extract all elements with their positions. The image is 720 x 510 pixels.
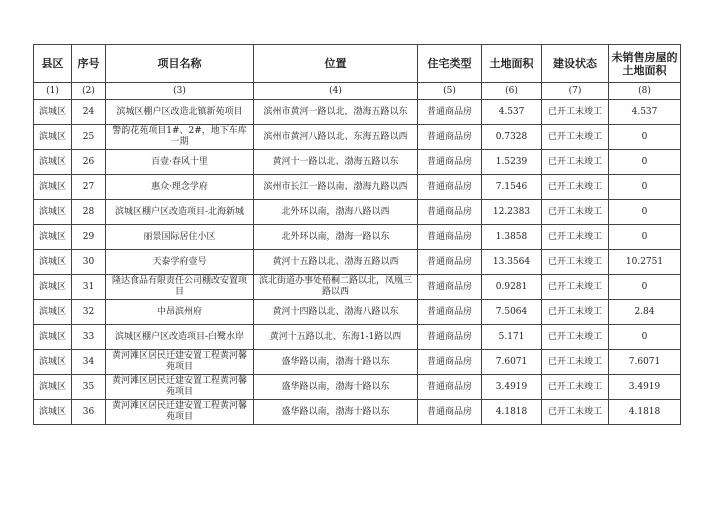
unsold-area-cell: 0 (609, 325, 681, 350)
unsold-area-cell: 7.6071 (609, 350, 681, 375)
index-cell: (2) (72, 83, 106, 100)
location-cell: 滨州市黄河八路以北、东海五路以西 (254, 125, 418, 150)
header-county: 县区 (34, 45, 72, 83)
project-name-cell: 百壹·春风十里 (106, 150, 254, 175)
index-cell: (1) (34, 83, 72, 100)
project-name-cell: 天泰学府壹号 (106, 250, 254, 275)
number-cell: 36 (72, 400, 106, 425)
land-area-cell: 7.5064 (482, 300, 542, 325)
project-name-cell: 丽景国际居住小区 (106, 225, 254, 250)
number-cell: 34 (72, 350, 106, 375)
table-row (34, 150, 681, 175)
county-cell: 滨城区 (34, 300, 72, 325)
table-row (34, 200, 681, 225)
status-cell: 已开工未竣工 (542, 150, 609, 175)
project-name-cell: 滨城区棚户区改造项目-白鹭水岸 (106, 325, 254, 350)
number-cell: 25 (72, 125, 106, 150)
housing-type-cell: 普通商品房 (418, 250, 482, 275)
index-cell: (4) (254, 83, 418, 100)
county-cell: 滨城区 (34, 400, 72, 425)
table-body (34, 100, 681, 425)
location-cell: 黄河十五路以北、渤海五路以西 (254, 250, 418, 275)
index-cell: (5) (418, 83, 482, 100)
unsold-area-cell: 0 (609, 175, 681, 200)
unsold-area-cell: 2.84 (609, 300, 681, 325)
number-cell: 27 (72, 175, 106, 200)
land-area-cell: 13.3564 (482, 250, 542, 275)
housing-type-cell: 普通商品房 (418, 300, 482, 325)
status-cell: 已开工未竣工 (542, 250, 609, 275)
county-cell: 滨城区 (34, 125, 72, 150)
header-status: 建设状态 (542, 45, 609, 83)
land-area-cell: 4.537 (482, 100, 542, 125)
housing-type-cell: 普通商品房 (418, 175, 482, 200)
table-row (34, 125, 681, 150)
index-cell: (3) (106, 83, 254, 100)
status-cell: 已开工未竣工 (542, 275, 609, 300)
status-cell: 已开工未竣工 (542, 200, 609, 225)
housing-type-cell: 普通商品房 (418, 200, 482, 225)
housing-type-cell: 普通商品房 (418, 325, 482, 350)
unsold-area-cell: 0 (609, 150, 681, 175)
header-no: 序号 (72, 45, 106, 83)
housing-type-cell: 普通商品房 (418, 150, 482, 175)
county-cell: 滨城区 (34, 175, 72, 200)
table-row (34, 250, 681, 275)
land-area-cell: 0.7328 (482, 125, 542, 150)
county-cell: 滨城区 (34, 325, 72, 350)
county-cell: 滨城区 (34, 350, 72, 375)
number-cell: 30 (72, 250, 106, 275)
land-area-cell: 12.2383 (482, 200, 542, 225)
county-cell: 滨城区 (34, 100, 72, 125)
county-cell: 滨城区 (34, 250, 72, 275)
table-row (34, 100, 681, 125)
table-row (34, 175, 681, 200)
project-name-cell: 警韵花苑项目1#、2#，地下车库一期 (106, 125, 254, 150)
status-cell: 已开工未竣工 (542, 375, 609, 400)
number-cell: 33 (72, 325, 106, 350)
project-name-cell: 隆达食品有限责任公司棚改安置项目 (106, 275, 254, 300)
land-area-cell: 7.1546 (482, 175, 542, 200)
unsold-area-cell: 0 (609, 200, 681, 225)
location-cell: 盛华路以南，渤海十路以东 (254, 350, 418, 375)
location-cell: 黄河十一路以北、渤海五路以东 (254, 150, 418, 175)
location-cell: 盛华路以南，渤海十路以东 (254, 375, 418, 400)
unsold-area-cell: 4.1818 (609, 400, 681, 425)
table-row (34, 400, 681, 425)
status-cell: 已开工未竣工 (542, 300, 609, 325)
project-name-cell: 中昂滨州府 (106, 300, 254, 325)
housing-type-cell: 普通商品房 (418, 350, 482, 375)
location-cell: 滨州市黄河一路以北，渤海五路以东 (254, 100, 418, 125)
unsold-area-cell: 0 (609, 275, 681, 300)
index-row (34, 83, 681, 100)
header-unsold: 未销售房屋的土地面积 (609, 45, 681, 83)
document-page (33, 44, 680, 425)
table-row (34, 375, 681, 400)
county-cell: 滨城区 (34, 275, 72, 300)
housing-type-cell: 普通商品房 (418, 100, 482, 125)
number-cell: 24 (72, 100, 106, 125)
header-row (34, 45, 681, 83)
table-row (34, 225, 681, 250)
project-name-cell: 黄河滩区居民迁建安置工程黄河馨苑项目 (106, 375, 254, 400)
housing-type-cell: 普通商品房 (418, 375, 482, 400)
housing-type-cell: 普通商品房 (418, 125, 482, 150)
land-area-cell: 1.3858 (482, 225, 542, 250)
table-row (34, 325, 681, 350)
land-area-cell: 4.1818 (482, 400, 542, 425)
unsold-area-cell: 4.537 (609, 100, 681, 125)
location-cell: 滨北街道办事处梧桐二路以北，凤凰三路以西 (254, 275, 418, 300)
location-cell: 黄河十四路以北、渤海八路以东 (254, 300, 418, 325)
housing-type-cell: 普通商品房 (418, 225, 482, 250)
land-area-cell: 5.171 (482, 325, 542, 350)
status-cell: 已开工未竣工 (542, 350, 609, 375)
location-cell: 北外环以南，渤海八路以西 (254, 200, 418, 225)
project-name-cell: 黄河滩区居民迁建安置工程黄河馨苑项目 (106, 400, 254, 425)
location-cell: 黄河十五路以北、东海1-1路以西 (254, 325, 418, 350)
status-cell: 已开工未竣工 (542, 225, 609, 250)
number-cell: 32 (72, 300, 106, 325)
unsold-area-cell: 0 (609, 225, 681, 250)
unsold-area-cell: 10.2751 (609, 250, 681, 275)
location-cell: 北外环以南，渤海一路以东 (254, 225, 418, 250)
housing-type-cell: 普通商品房 (418, 400, 482, 425)
status-cell: 已开工未竣工 (542, 125, 609, 150)
unsold-area-cell: 0 (609, 125, 681, 150)
header-area: 土地面积 (482, 45, 542, 83)
land-area-cell: 7.6071 (482, 350, 542, 375)
project-name-cell: 滨城区棚户区改造北镇新苑项目 (106, 100, 254, 125)
number-cell: 26 (72, 150, 106, 175)
land-area-cell: 1.5239 (482, 150, 542, 175)
location-cell: 盛华路以南，渤海十路以东 (254, 400, 418, 425)
unsold-area-cell: 3.4919 (609, 375, 681, 400)
project-name-cell: 惠众·理念学府 (106, 175, 254, 200)
status-cell: 已开工未竣工 (542, 325, 609, 350)
header-location: 位置 (254, 45, 418, 83)
number-cell: 29 (72, 225, 106, 250)
table-row (34, 300, 681, 325)
table-row (34, 350, 681, 375)
header-name: 项目名称 (106, 45, 254, 83)
county-cell: 滨城区 (34, 200, 72, 225)
land-table (33, 44, 681, 425)
land-area-cell: 0.9281 (482, 275, 542, 300)
location-cell: 滨州市长江一路以南、渤海九路以西 (254, 175, 418, 200)
housing-type-cell: 普通商品房 (418, 275, 482, 300)
status-cell: 已开工未竣工 (542, 175, 609, 200)
index-cell: (7) (542, 83, 609, 100)
project-name-cell: 黄河滩区居民迁建安置工程黄河馨苑项目 (106, 350, 254, 375)
header-type: 住宅类型 (418, 45, 482, 83)
status-cell: 已开工未竣工 (542, 400, 609, 425)
project-name-cell: 滨城区棚户区改造项目-北海新城 (106, 200, 254, 225)
number-cell: 31 (72, 275, 106, 300)
index-cell: (6) (482, 83, 542, 100)
county-cell: 滨城区 (34, 150, 72, 175)
status-cell: 已开工未竣工 (542, 100, 609, 125)
number-cell: 28 (72, 200, 106, 225)
number-cell: 35 (72, 375, 106, 400)
table-row (34, 275, 681, 300)
county-cell: 滨城区 (34, 225, 72, 250)
index-cell: (8) (609, 83, 681, 100)
county-cell: 滨城区 (34, 375, 72, 400)
land-area-cell: 3.4919 (482, 375, 542, 400)
